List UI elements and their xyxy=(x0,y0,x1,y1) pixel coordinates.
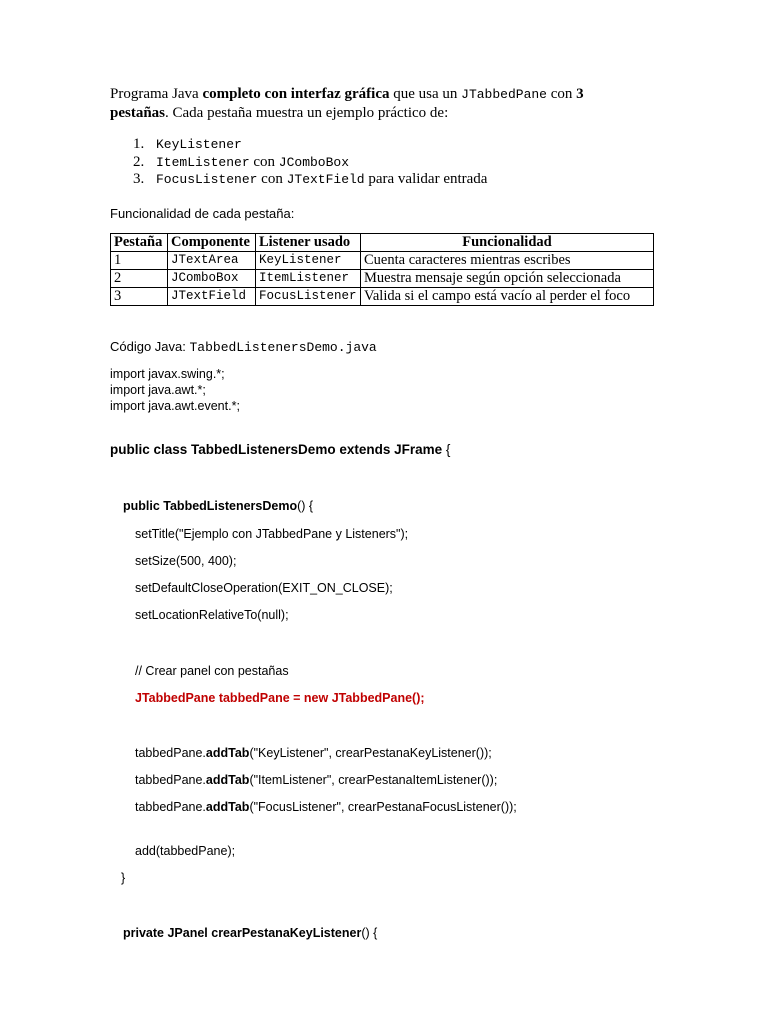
list-item xyxy=(133,171,487,189)
list-text: para validar entrada xyxy=(364,171,488,187)
list-code: JComboBox xyxy=(278,154,350,170)
import-line: import java.awt.event.*; xyxy=(110,399,240,413)
code-line: setDefaultCloseOperation(EXIT_ON_CLOSE); xyxy=(135,581,393,595)
import-line: import java.awt.*; xyxy=(110,383,206,397)
code-method: addTab xyxy=(205,773,250,787)
table-header: Pestaña xyxy=(111,234,168,252)
functionality-table xyxy=(110,233,654,306)
table-row xyxy=(111,252,654,270)
method-name: private JPanel crearPestanaKeyListener xyxy=(123,926,362,940)
code-line: setSize(500, 400); xyxy=(135,554,237,568)
table-cell: 2 xyxy=(111,270,168,288)
table-header: Listener usado xyxy=(256,234,361,252)
constructor-rest: () { xyxy=(297,499,314,513)
table-cell: JTextField xyxy=(168,288,256,306)
table-cell: ItemListener xyxy=(256,270,361,288)
code-file-name: TabbedListenersDemo.java xyxy=(189,340,377,355)
code-line xyxy=(135,772,497,788)
code-part: ("FocusListener", crearPestanaFocusListener()); xyxy=(249,800,517,814)
table-cell: Cuenta caracteres mientras escribes xyxy=(361,252,654,270)
code-part: ("KeyListener", crearPestanaKeyListener()); xyxy=(249,746,492,760)
table-cell: 3 xyxy=(111,288,168,306)
table-row xyxy=(111,270,654,288)
constructor-declaration xyxy=(123,498,313,514)
list-number: 2. xyxy=(133,153,145,170)
table-cell: 1 xyxy=(111,252,168,270)
intro-code: JTabbedPane xyxy=(461,87,547,102)
code-method: addTab xyxy=(205,800,250,814)
table-row xyxy=(111,288,654,306)
list-code: KeyListener xyxy=(156,137,242,152)
list-number: 3. xyxy=(133,171,145,187)
code-line xyxy=(135,799,517,815)
highlighted-code-line: JTabbedPane tabbedPane = new JTabbedPane(); xyxy=(135,691,425,705)
functionality-title: Funcionalidad de cada pestaña: xyxy=(110,206,295,221)
code-part: ("ItemListener", crearPestanaItemListener()); xyxy=(249,773,498,787)
intro-text: que usa un xyxy=(389,86,462,102)
table-cell: Muestra mensaje según opción seleccionada xyxy=(361,270,654,288)
code-line: setTitle("Ejemplo con JTabbedPane y Listeners"); xyxy=(135,527,409,541)
code-caption xyxy=(110,339,377,355)
class-brace: { xyxy=(442,442,451,457)
table-cell: Valida si el campo está vacío al perder el foco xyxy=(361,288,654,306)
code-part: tabbedPane. xyxy=(135,746,206,760)
list-code: JTextField xyxy=(286,172,365,187)
class-declaration xyxy=(110,442,450,458)
table-header: Componente xyxy=(168,234,256,252)
intro-text: . Cada pestaña muestra un ejemplo práctico de: xyxy=(165,105,449,121)
table-cell: JTextArea xyxy=(168,252,256,270)
code-method: addTab xyxy=(205,746,250,760)
list-item xyxy=(133,136,487,154)
intro-bold: completo con interfaz gráfica xyxy=(202,86,390,102)
constructor-name: public TabbedListenersDemo xyxy=(123,499,298,513)
method-declaration xyxy=(123,925,377,941)
list-number: 1. xyxy=(133,136,145,152)
table-cell: JComboBox xyxy=(168,270,256,288)
list-code: ItemListener xyxy=(156,154,250,170)
list-text: con xyxy=(257,171,287,187)
import-line: import javax.swing.*; xyxy=(110,367,225,381)
class-declaration-bold: public class TabbedListenersDemo extends JFrame xyxy=(110,442,443,457)
table-cell: FocusListener xyxy=(256,288,361,306)
code-caption-label: Código Java: xyxy=(110,339,190,354)
list-text: con xyxy=(249,153,279,170)
code-line xyxy=(135,745,492,761)
code-line: setLocationRelativeTo(null); xyxy=(135,608,289,622)
intro-bold: 3 pestañas xyxy=(110,86,584,121)
table-cell: KeyListener xyxy=(256,252,361,270)
method-rest: () { xyxy=(361,926,378,940)
listener-list xyxy=(133,136,487,189)
code-comment: // Crear panel con pestañas xyxy=(135,664,289,678)
code-part: tabbedPane. xyxy=(135,800,206,814)
table-header-row xyxy=(111,234,654,252)
closing-brace: } xyxy=(121,871,126,885)
intro-paragraph xyxy=(110,85,630,122)
list-code: FocusListener xyxy=(156,172,258,187)
code-line: add(tabbedPane); xyxy=(135,844,236,858)
code-part: tabbedPane. xyxy=(135,773,206,787)
intro-text: Programa Java xyxy=(110,86,203,102)
table-header: Funcionalidad xyxy=(361,234,654,252)
list-item xyxy=(133,154,487,172)
intro-text: con xyxy=(546,86,577,102)
